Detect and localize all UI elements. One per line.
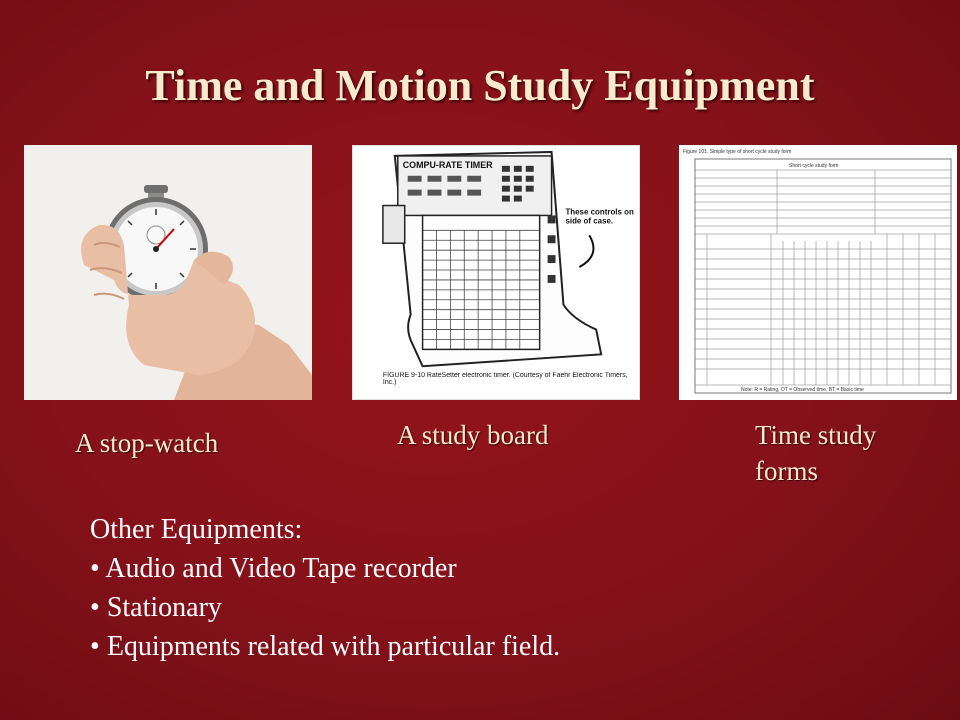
study-board-photo: [352, 145, 640, 400]
timer-board-icon: [353, 146, 639, 399]
other-equipment: [90, 510, 560, 666]
study-forms-caption: Time study forms: [755, 420, 877, 486]
form-figure-header: Figure 101. Simple type of short cycle study form: [683, 149, 792, 155]
list-item: • Audio and Video Tape recorder: [90, 549, 560, 588]
form-footer: Note: R = Rating, OT = Observed time, BT = Basic time: [741, 387, 864, 393]
other-equipment-heading: Other Equipments:: [90, 514, 303, 545]
stopwatch-icon: [24, 145, 312, 400]
study-form-icon: [679, 145, 957, 400]
controls-callout: These controls on side of case.: [565, 207, 634, 226]
list-item: • Stationary: [90, 588, 560, 627]
slide-title: Time and Motion Study Equipment: [145, 61, 815, 110]
device-label: COMPU-RATE TIMER: [402, 159, 493, 170]
study-board-caption: A study board: [397, 420, 549, 450]
study-form-photo: [679, 145, 957, 400]
other-equipment-list: [90, 549, 560, 666]
figure-caption: FIGURE 9-10 RateSetter electronic timer. (Courtesy of Faehr Electronic Timers, Inc.): [382, 372, 628, 387]
stopwatch-caption: A stop-watch: [75, 428, 219, 458]
form-title: Short cycle study form: [789, 163, 839, 169]
stopwatch-photo: [24, 145, 312, 400]
list-item: • Equipments related with particular field.: [90, 627, 560, 666]
